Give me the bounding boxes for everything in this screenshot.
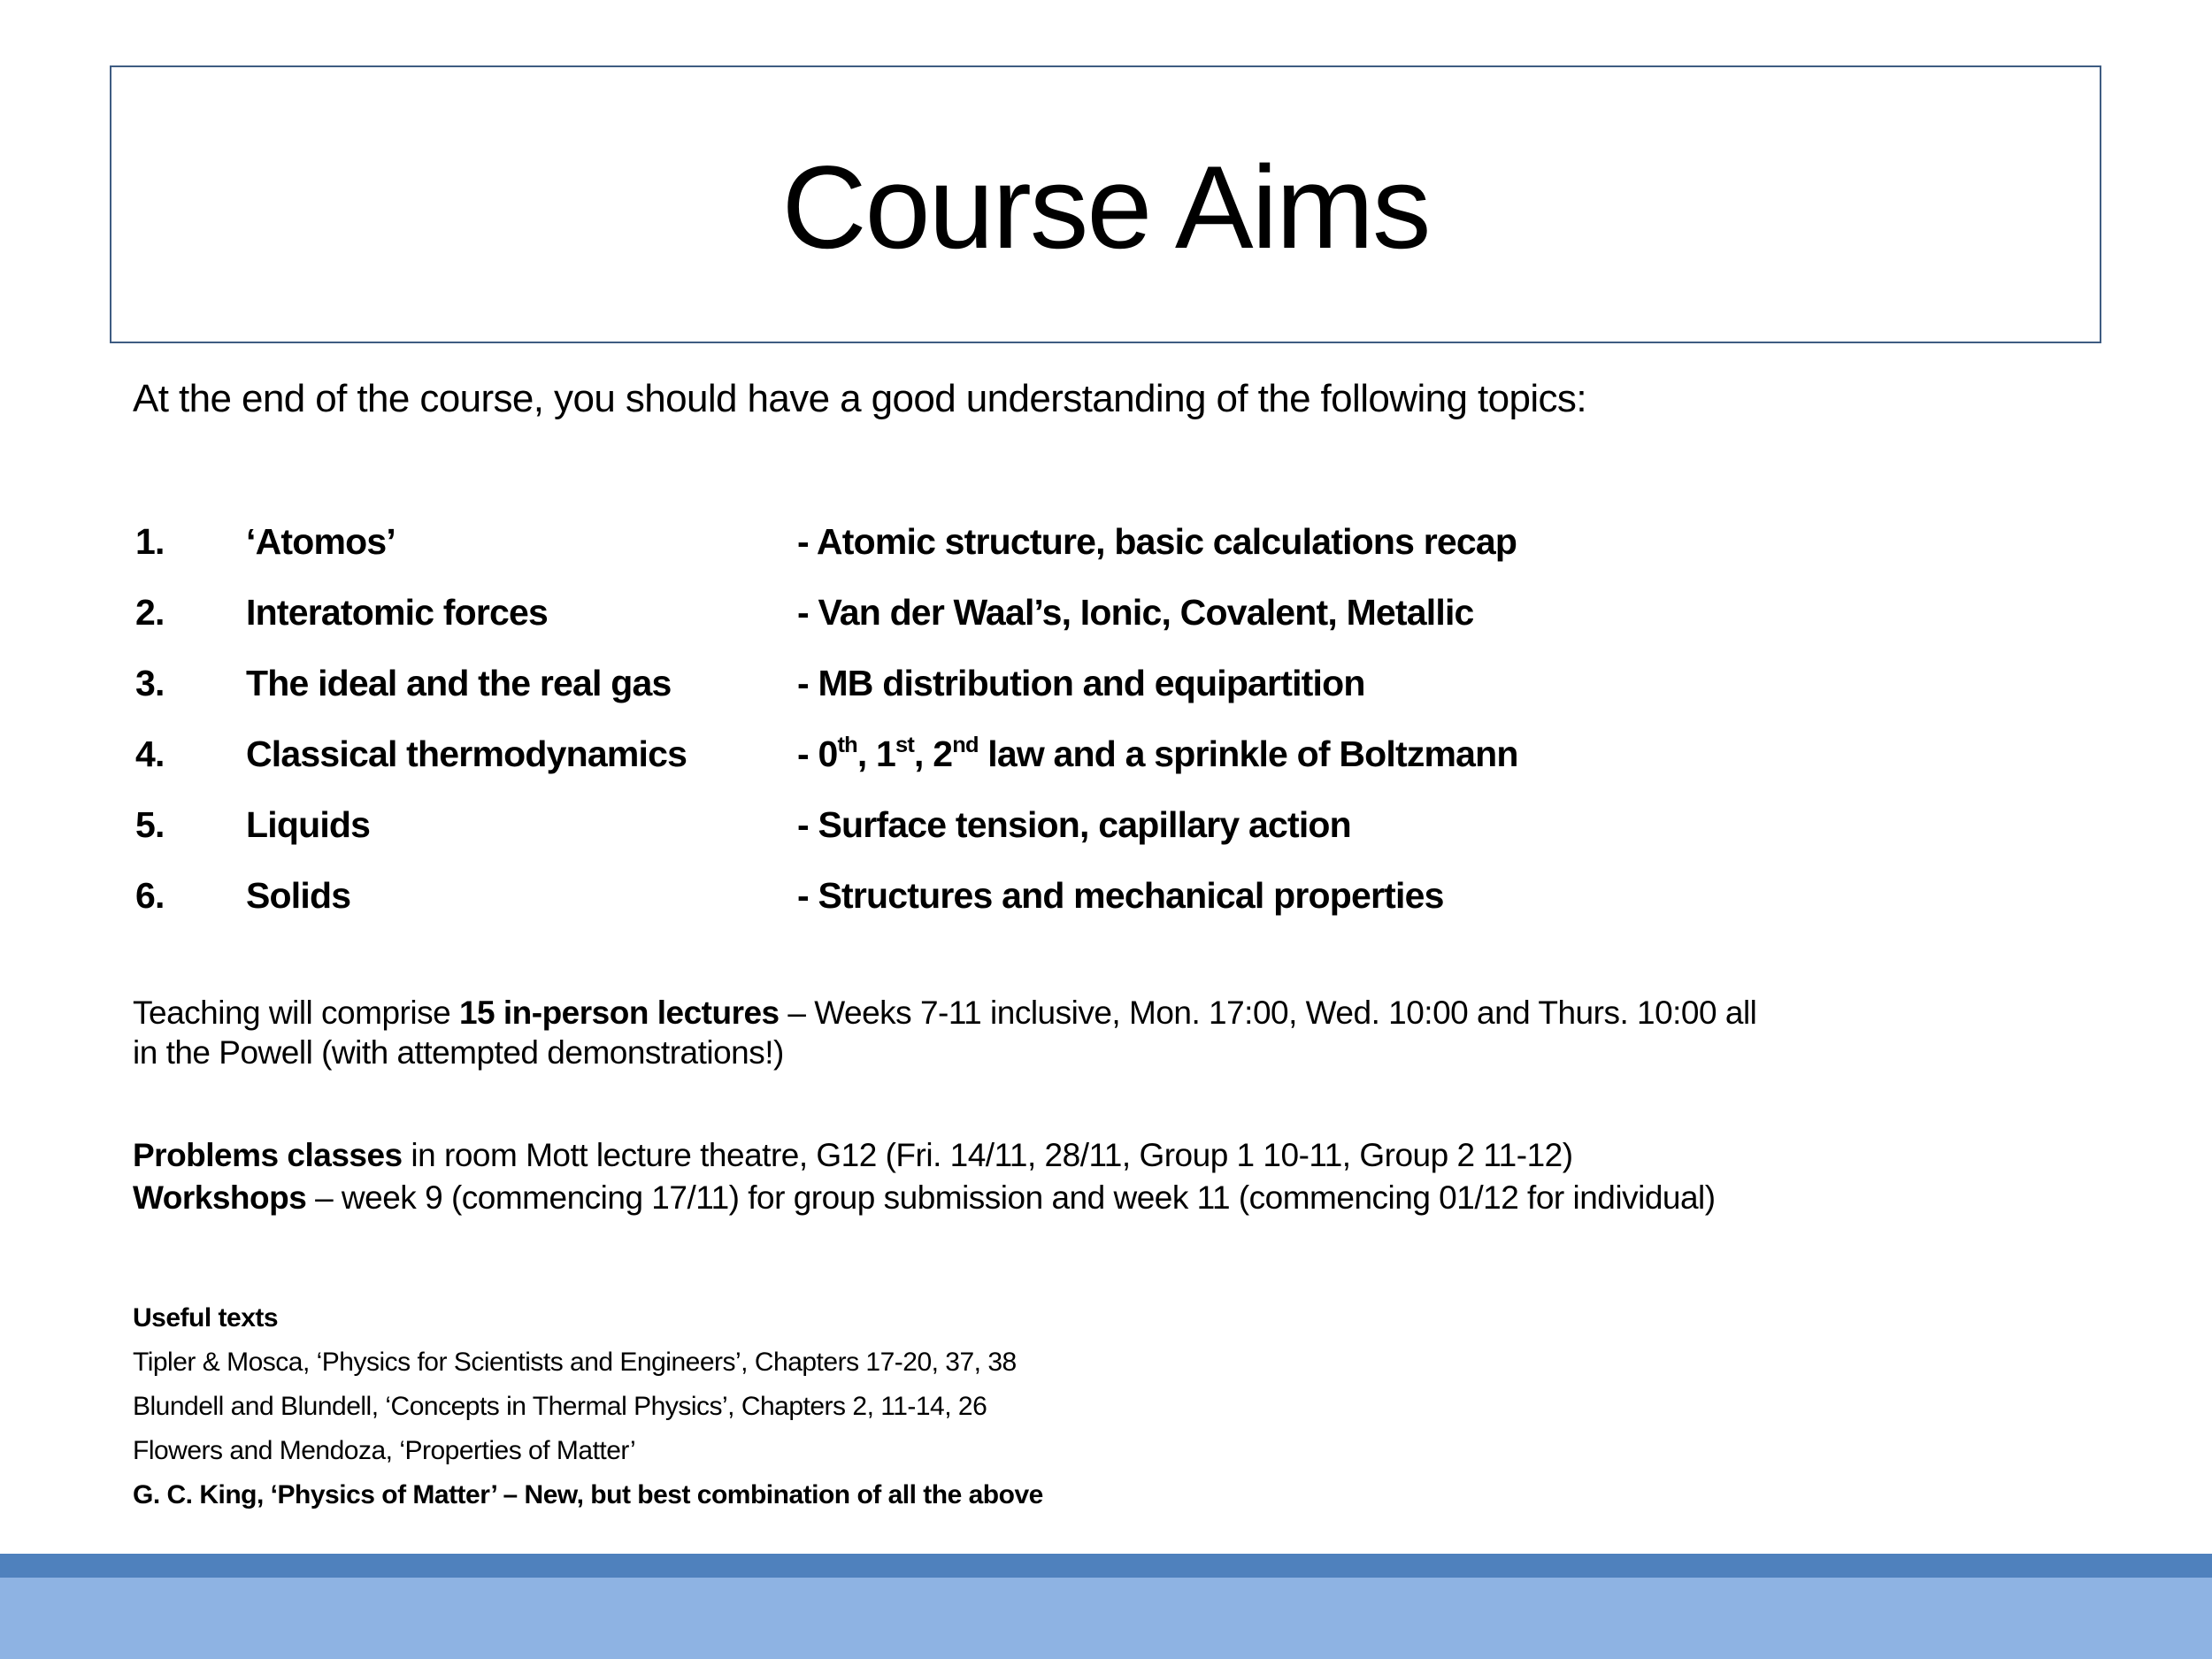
topic-label: Classical thermodynamics bbox=[246, 733, 687, 774]
teaching-schedule: – Weeks 7-11 inclusive, Mon. 17:00, Wed. 10:00 and Thurs. 10:00 all bbox=[779, 995, 1757, 1031]
problems-details: in room Mott lecture theatre, G12 (Fri. 14/11, 28/11, Group 1 10-11, Group 2 11-12) bbox=[402, 1137, 1573, 1173]
topic-description: - Structures and mechanical properties bbox=[797, 875, 1444, 916]
problems-label: Problems classes bbox=[133, 1137, 403, 1173]
topic-number: 6. bbox=[135, 875, 165, 916]
topic-number: 1. bbox=[135, 521, 165, 562]
problems-classes-line bbox=[133, 1139, 1573, 1171]
ordinal-superscript: nd bbox=[952, 733, 979, 758]
topic-description: - Atomic structure, basic calculations recap bbox=[797, 521, 1517, 562]
topic-label: Interatomic forces bbox=[246, 592, 549, 633]
topic-number: 4. bbox=[135, 733, 165, 774]
topic-number: 3. bbox=[135, 663, 165, 703]
topic-description bbox=[797, 733, 1518, 774]
ordinal-superscript: st bbox=[895, 733, 915, 758]
topic-description: - Van der Waal’s, Ionic, Covalent, Metallic bbox=[797, 592, 1474, 633]
topic-label: ‘Atomos’ bbox=[246, 521, 396, 562]
teaching-prefix: Teaching will comprise bbox=[133, 995, 459, 1031]
topic-label: Liquids bbox=[246, 804, 371, 845]
workshops-label: Workshops bbox=[133, 1179, 307, 1216]
reference-item: Flowers and Mendoza, ‘Properties of Matter’ bbox=[133, 1436, 636, 1465]
useful-texts-heading: Useful texts bbox=[133, 1303, 279, 1333]
slide-title: Course Aims bbox=[781, 142, 1430, 273]
desc-part: - 0 bbox=[797, 733, 838, 774]
desc-part: , 2 bbox=[914, 733, 953, 774]
topic-description: - Surface tension, capillary action bbox=[797, 804, 1351, 845]
footer-band-light bbox=[0, 1578, 2212, 1659]
topic-number: 2. bbox=[135, 592, 165, 633]
teaching-line-1 bbox=[133, 996, 1756, 1029]
topic-description: - MB distribution and equipartition bbox=[797, 663, 1365, 703]
teaching-line-2: in the Powell (with attempted demonstrations!) bbox=[133, 1034, 784, 1071]
topic-label: Solids bbox=[246, 875, 351, 916]
desc-part: , 1 bbox=[856, 733, 896, 774]
topic-number: 5. bbox=[135, 804, 165, 845]
topic-label: The ideal and the real gas bbox=[246, 663, 672, 703]
reference-item: Tipler & Mosca, ‘Physics for Scientists and Engineers’, Chapters 17-20, 37, 38 bbox=[133, 1348, 1017, 1377]
reference-item-recommended: G. C. King, ‘Physics of Matter’ – New, but best combination of all the above bbox=[133, 1480, 1043, 1509]
desc-part: law and a sprinkle of Boltzmann bbox=[978, 733, 1518, 774]
reference-item: Blundell and Blundell, ‘Concepts in Thermal Physics’, Chapters 2, 11-14, 26 bbox=[133, 1392, 987, 1421]
workshops-line bbox=[133, 1181, 1716, 1214]
footer-band-dark bbox=[0, 1554, 2212, 1578]
workshops-details: – week 9 (commencing 17/11) for group submission and week 11 (commencing 01/12 for individual) bbox=[306, 1179, 1716, 1216]
intro-text: At the end of the course, you should have a good understanding of the following topics: bbox=[133, 377, 1586, 420]
ordinal-superscript: th bbox=[837, 733, 857, 758]
lecture-count: 15 in-person lectures bbox=[458, 995, 780, 1031]
